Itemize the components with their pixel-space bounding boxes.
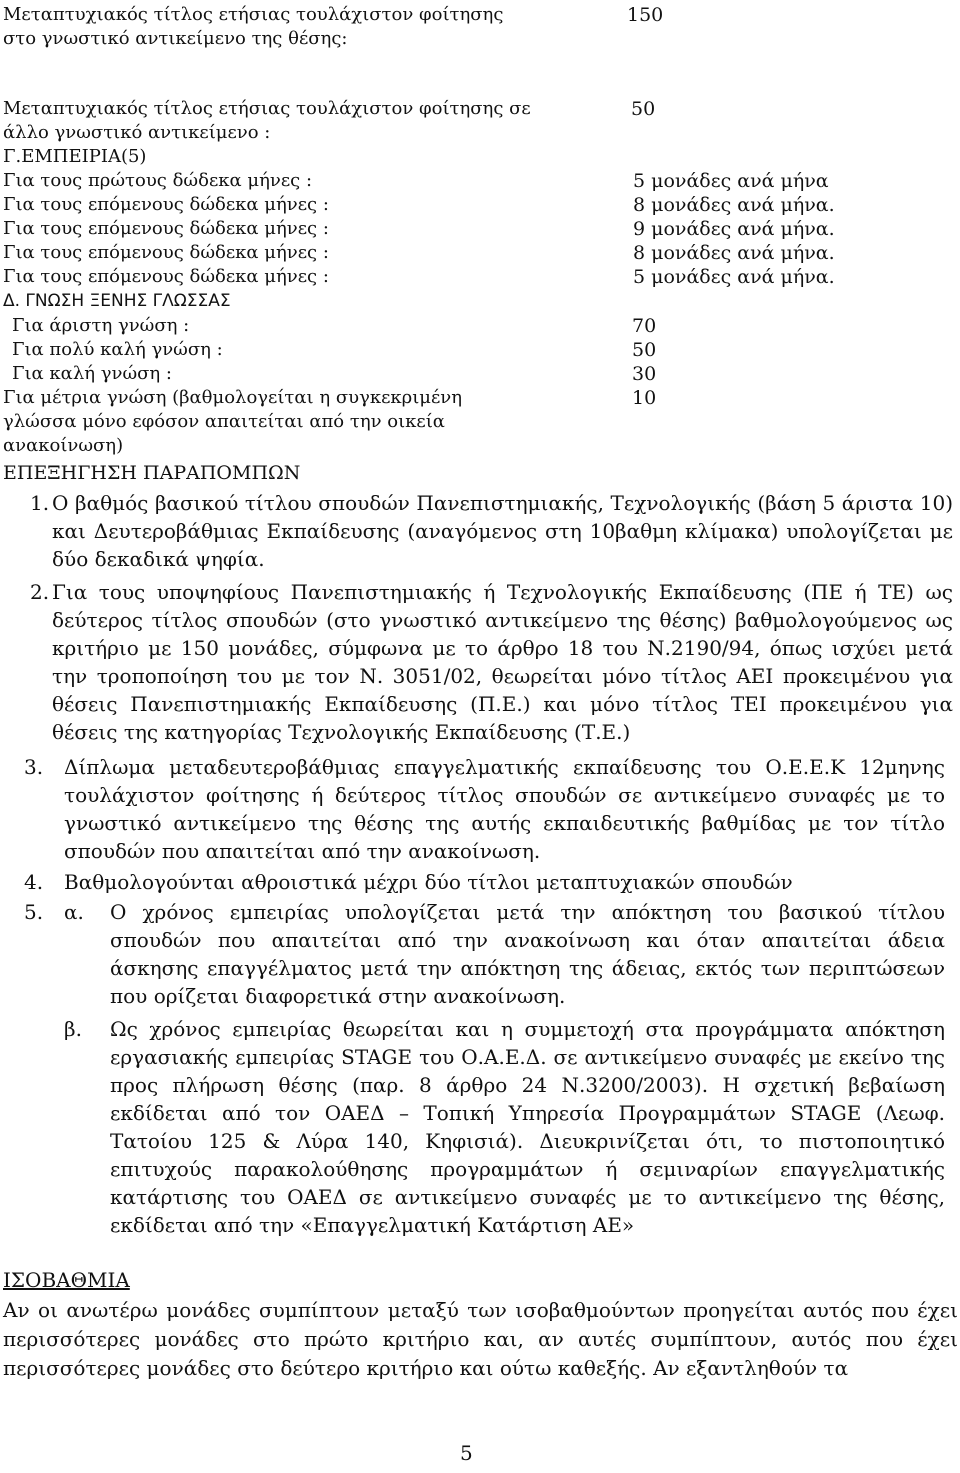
experience-row-value: 8 μονάδες ανά μήνα. [633, 194, 835, 216]
language-row-label: Για μέτρια γνώση (βαθμολογείται η συγκεκριμένη γλώσσα μόνο εφόσον απαιτείται από την οικεία ανακοίνωση) [3, 387, 463, 456]
language-row-value: 70 [632, 315, 657, 337]
footnote-number: 4. [24, 870, 44, 894]
footnote-sub-text: Ο χρόνος εμπειρίας υπολογίζεται μετά την απόκτηση του βασικού τίτλου σπουδών που απαιτείται από την ανακοίνωση και όταν απαιτείται άδεια άσκησης επαγγέλματος μετά την απόκτηση της άδειας, εκτός των περιπτώσεων που ορίζεται διαφορετικά στην ανακοίνωση. [110, 900, 945, 1008]
footnote-sub-label: β. [64, 1017, 82, 1041]
experience-row-label: Για τους επόμενους δώδεκα μήνες : [3, 218, 329, 239]
experience-heading: Γ.ΕΜΠΕΙΡΙΑ(5) [3, 146, 147, 167]
language-row-value: 50 [632, 339, 657, 361]
language-row-value: 30 [632, 363, 657, 385]
language-row-label: Για άριστη γνώση : [12, 315, 190, 336]
language-row-value: 10 [632, 387, 657, 409]
experience-row-label: Για τους πρώτους δώδεκα μήνες : [3, 170, 313, 191]
footnote-number: 1. [30, 491, 50, 515]
footnote-text: Για τους υποψηφίους Πανεπιστημιακής ή Τεχνολογικής Εκπαίδευσης (ΠΕ ή ΤΕ) ως δεύτερος τίτλος σπουδών (στο γνωστικό αντικείμενο της θέσης) βαθμολογούμενος ως κριτήριο με 150 μονάδες, σύμφωνα με το άρθρο 18 του Ν.2190/94, όπως ισχύει μετά την τροποποίηση του με τον Ν. 3051/02, θεωρείται μόνο τίτλος ΑΕΙ προκειμένου για θέσεις Πανεπιστημιακής Εκπαίδευσης (Π.Ε.) και μόνο τίτλος ΤΕΙ προκειμένου για θέσεις της κατηγορίας Τεχνολογικής Εκπαίδευσης (Τ.Ε.) [52, 580, 953, 744]
language-row-label: Για πολύ καλή γνώση : [12, 339, 223, 360]
footnote-number: 2. [30, 580, 50, 604]
footnote-number: 5. [24, 900, 44, 924]
experience-row-label: Για τους επόμενους δώδεκα μήνες : [3, 194, 329, 215]
language-heading: Δ. ΓΝΩΣΗ ΞΕΝΗΣ ΓΛΩΣΣΑΣ [3, 291, 231, 311]
footnote-item [24, 898, 955, 1238]
experience-row-value: 8 μονάδες ανά μήνα. [633, 242, 835, 264]
language-row-label: Για καλή γνώση : [12, 363, 172, 384]
footnotes-heading: ΕΠΕΞΗΓΗΣΗ ΠΑΡΑΠΟΜΠΩΝ [3, 462, 301, 484]
footnote-text: Ο βαθμός βασικού τίτλου σπουδών Πανεπιστημιακής, Τεχνολογικής (βάση 5 άριστα 10) και Δευτεροβάθμιας Εκπαίδευσης (αναγόμενος στη 10βαθμη κλίμακα) υπολογίζεται με δύο δεκαδικά ψηφία. [52, 491, 953, 571]
footnote-text: Βαθμολογούνται αθροιστικά μέχρι δύο τίτλοι μεταπτυχιακών σπουδών [64, 870, 793, 894]
tiebreak-heading: ΙΣΟΒΑΘΜΙΑ [3, 1268, 130, 1292]
footnote-sub-text: Ως χρόνος εμπειρίας θεωρείται και η συμμετοχή στα προγράμματα απόκτηση εργασιακής εμπειρίας STAGE του Ο.Α.Ε.Δ. σε αντικείμενο συναφές με εκείνο της προς πλήρωση θέσης (παρ. 8 άρθρο 24 Ν.3200/2003). Η σχετική βεβαίωση εκδίδεται από τον ΟΑΕΔ – Τοπική Υπηρεσία Προγραμμάτων STAGE (Λεωφ. Τατοίου 125 & Λύρα 140, Κηφισιά). Διευκρινίζεται ότι, το πιστοποιητικό επιτυχούς παρακολούθησης προγραμμάτων ή σεμιναρίων επαγγελματικής κατάρτισης του ΟΑΕΔ σε αντικείμενο συναφές με το αντικείμενο της θέσης, εκδίδεται από την «Επαγγελματική Κατάρτιση ΑΕ» [110, 1017, 945, 1237]
postgrad-same-field-label: Μεταπτυχιακός τίτλος ετήσιας τουλάχιστον φοίτησης στο γνωστικό αντικείμενο της θέσης: [3, 4, 504, 49]
experience-row-value: 5 μονάδες ανά μήνα. [633, 266, 835, 288]
experience-row-label: Για τους επόμενους δώδεκα μήνες : [3, 266, 329, 287]
page-number: 5 [460, 1441, 473, 1465]
tiebreak-text: Αν οι ανωτέρω μονάδες συμπίπτουν μεταξύ των ισοβαθμούντων προηγείται αυτός που έχει περισσότερες μονάδες στο πρώτο κριτήριο και, αν αυτές συμπίπτουν, αυτός που έχει περισσότερες μονάδες στο δεύτερο κριτήριο και ούτω καθεξής. Αν εξαντληθούν τα [3, 1298, 958, 1380]
postgrad-other-field-value: 50 [631, 98, 656, 120]
experience-row-value: 5 μονάδες ανά μήνα [633, 170, 829, 192]
experience-row-value: 9 μονάδες ανά μήνα. [633, 218, 835, 240]
experience-row-label: Για τους επόμενους δώδεκα μήνες : [3, 242, 329, 263]
postgrad-other-field-label: Μεταπτυχιακός τίτλος ετήσιας τουλάχιστον φοίτησης σε άλλο γνωστικό αντικείμενο : [3, 98, 531, 143]
footnote-sub-label: α. [64, 900, 84, 924]
postgrad-same-field-value: 150 [627, 4, 664, 26]
footnote-number: 3. [24, 755, 44, 779]
footnote-text: Δίπλωμα μεταδευτεροβάθμιας επαγγελματικής εκπαίδευσης του Ο.Ε.Ε.Κ 12μηνης τουλάχιστον φοίτησης ή δεύτερος τίτλος σπουδών σε αντικείμενο συναφές με το γνωστικό αντικείμενο της θέσης της αυτής εκπαιδευτικής βαθμίδας με τον τίτλο σπουδών που απαιτείται από την ανακοίνωση. [64, 755, 945, 863]
